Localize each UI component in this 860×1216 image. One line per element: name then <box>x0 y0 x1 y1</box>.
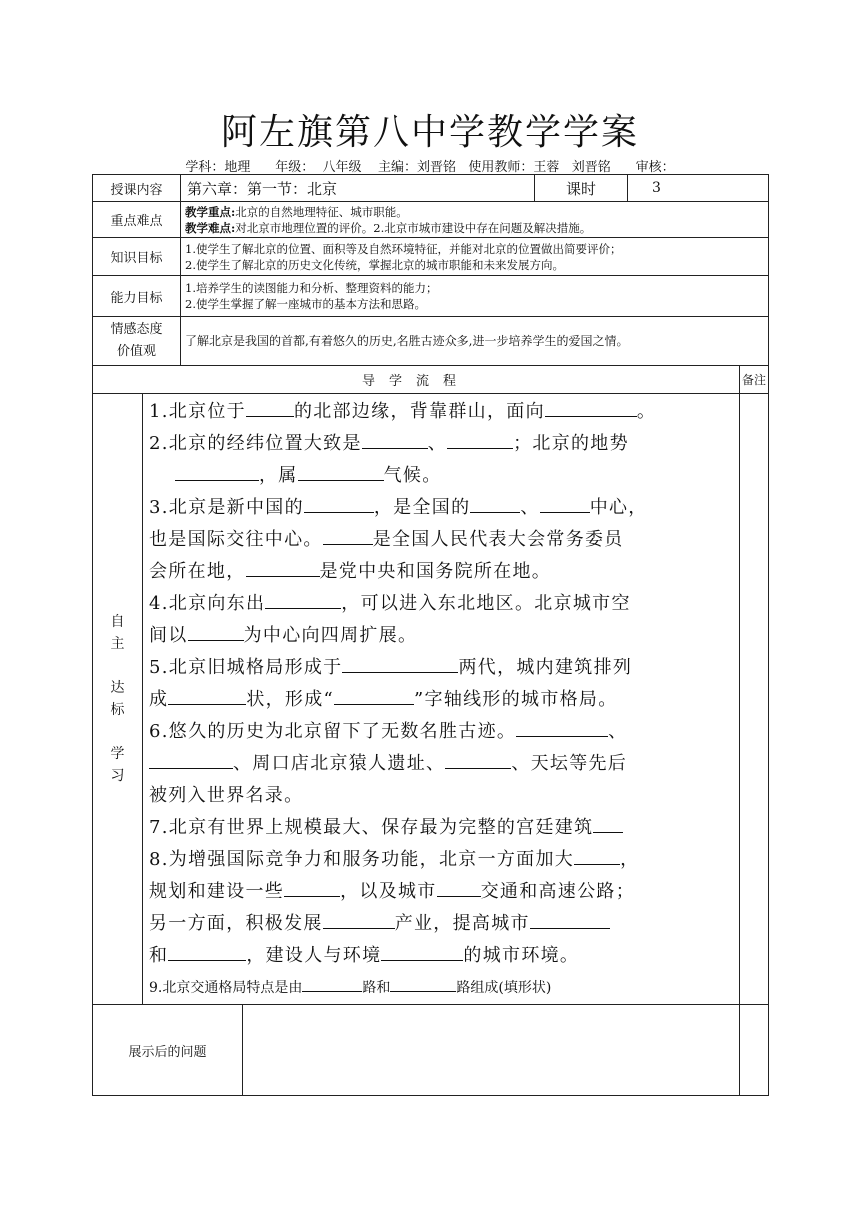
blank-field[interactable] <box>593 812 623 833</box>
blank-field[interactable] <box>447 428 513 449</box>
page-title: 阿左旗第八中学教学学案 <box>220 112 639 153</box>
ability-item: 2.使学生掌握了解一座城市的基本方法和思路。 <box>185 297 426 311</box>
self-study-label: 自 主 达 标 学 习 <box>93 394 143 1005</box>
lesson-plan-table <box>92 174 769 1096</box>
question-6: 6.悠久的历史为北京留下了无数名胜古迹。 、 、周口店北京猿人遗址、 、天坛等先后 被列入世界名录。 <box>149 716 733 812</box>
hours-value: 3 <box>628 175 769 202</box>
problems-label: 展示后的问题 <box>93 1005 243 1096</box>
blank-field[interactable] <box>168 940 246 961</box>
key-point-title: 教学重点: <box>185 204 236 219</box>
question-2: 2.北京的经纬位置大致是 、 ；北京的地势 ，属 气候。 <box>149 428 733 492</box>
difficult-point-title: 教学难点: <box>185 220 236 235</box>
question-3: 3.北京是新中国的 ，是全国的 、 中心， 也是国际交往中心。 是全国人民代表大会常务委员 会所在地， 是党中央和国务院所在地。 <box>149 492 733 588</box>
blank-field[interactable] <box>168 684 246 705</box>
knowledge-content <box>181 238 769 276</box>
focus-content <box>181 202 769 238</box>
focus-label: 重点难点 <box>93 202 181 238</box>
blank-field[interactable] <box>445 748 511 769</box>
blank-field[interactable] <box>362 428 428 449</box>
blank-field[interactable] <box>342 652 458 673</box>
blank-field[interactable] <box>302 977 362 992</box>
blank-field[interactable] <box>265 588 341 609</box>
knowledge-item: 1.使学生了解北京的位置、面积等及自然环境特征，并能对北京的位置做出简要评价； <box>185 241 622 256</box>
blank-field[interactable] <box>540 492 590 513</box>
question-9: 9.北京交通格局特点是由 路和 路组成(填形状) <box>149 972 733 1004</box>
questions-area <box>143 394 740 1005</box>
blank-field[interactable] <box>334 684 414 705</box>
blank-field[interactable] <box>323 524 373 545</box>
knowledge-item: 2.使学生了解北京的历史文化传统，掌握北京的城市职能和未来发展方向。 <box>185 257 564 272</box>
blank-field[interactable] <box>530 908 610 929</box>
emotion-label: 情感态度 价值观 <box>93 317 181 366</box>
question-8: 8.为增强国际竞争力和服务功能，北京一方面加大 ， 规划和建设一些 ，以及城市 交通和高速公路； 另一方面，积极发展 产业，提高城市 和 ，建设人与环境 的城市环境。 <box>149 844 733 972</box>
ability-content <box>181 276 769 317</box>
blank-field[interactable] <box>149 748 233 769</box>
key-point <box>185 204 764 220</box>
key-point-text: 北京的自然地理特征、城市职能。 <box>235 204 408 219</box>
blank-field[interactable] <box>574 844 620 865</box>
blank-field[interactable] <box>304 492 374 513</box>
blank-field[interactable] <box>246 396 294 417</box>
hours-label: 课时 <box>535 175 628 202</box>
course-label: 授课内容 <box>93 175 181 202</box>
blank-field[interactable] <box>188 620 244 641</box>
blank-field[interactable] <box>175 460 259 481</box>
emotion-content: 了解北京是我国的首都,有着悠久的历史,名胜古迹众多,进一步培养学生的爱国之情。 <box>181 317 769 366</box>
problems-note <box>740 1005 769 1096</box>
note-cell <box>740 394 769 1005</box>
difficult-point-text: 对北京市地理位置的评价。2.北京市城市建设中存在问题及解决措施。 <box>235 220 592 235</box>
blank-field[interactable] <box>516 716 608 737</box>
blank-field[interactable] <box>246 556 320 577</box>
question-5: 5.北京旧城格局形成于 两代，城内建筑排列 成 状，形成“ ”字轴线形的城市格局。 <box>149 652 733 716</box>
difficult-point <box>185 220 764 236</box>
ability-label: 能力目标 <box>93 276 181 317</box>
question-4: 4.北京向东出 ，可以进入东北地区。北京城市空 间以 为中心向四周扩展。 <box>149 588 733 652</box>
blank-field[interactable] <box>284 876 340 897</box>
ability-item: 1.培养学生的读图能力和分析、整理资料的能力； <box>185 281 438 295</box>
question-7: 7.北京有世界上规模最大、保存最为完整的宫廷建筑 <box>149 812 733 844</box>
blank-field[interactable] <box>390 977 456 992</box>
note-header: 备注 <box>740 366 769 394</box>
blank-field[interactable] <box>298 460 384 481</box>
knowledge-label: 知识目标 <box>93 238 181 276</box>
blank-field[interactable] <box>545 396 637 417</box>
meta-line: 学科：地理 年级： 八年级 主编：刘晋铭 使用教师：王蓉 刘晋铭 审核： <box>185 160 675 175</box>
flow-header: 导学流程 <box>93 366 740 394</box>
blank-field[interactable] <box>437 876 481 897</box>
problems-content[interactable] <box>243 1005 740 1096</box>
question-1: 1.北京位于 的北部边缘，背靠群山，面向 。 <box>149 396 733 428</box>
blank-field[interactable] <box>470 492 520 513</box>
blank-field[interactable] <box>323 908 395 929</box>
course-value: 第六章：第一节：北京 <box>181 175 535 202</box>
blank-field[interactable] <box>381 940 463 961</box>
